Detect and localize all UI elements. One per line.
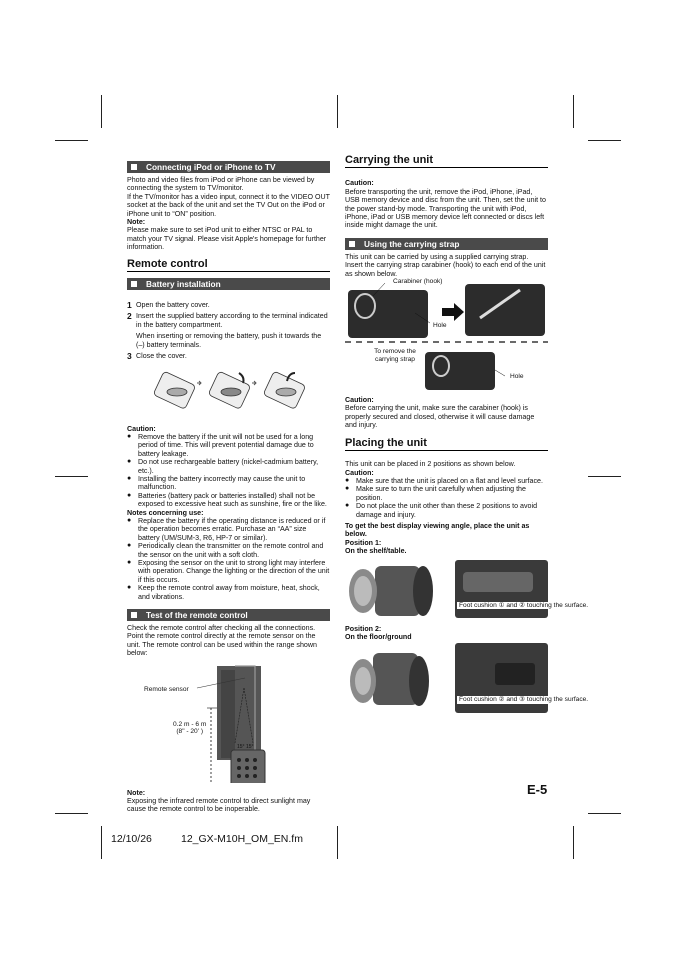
position-1-place: On the shelf/table. <box>345 547 407 556</box>
crop-mark <box>101 826 102 859</box>
position-2-figure <box>345 643 589 713</box>
step-3: 3 Close the cover. <box>127 351 187 362</box>
step-2: 2 Insert the supplied battery according to the terminal indicated in the battery compartment. When inserting or removing the battery, push it towards the (–) battery terminals. <box>127 312 330 349</box>
strap-text: This unit can be carried by using a supplied carrying strap. Insert the carrying strap carabiner (hook) to each end of the unit as shown below. <box>345 252 546 278</box>
position-1-foot-label: Foot cushion ① and ② touching the surface. <box>459 601 589 609</box>
carabiner-label: Carabiner (hook) <box>393 278 443 286</box>
position-2-foot-label: Foot cushion ② and ③ touching the surface. <box>459 696 589 704</box>
caution-label: Caution: <box>345 468 374 477</box>
section-heading-connecting: Connecting iPod or iPhone to TV <box>127 161 330 173</box>
remote-sensor-label: Remote sensor <box>144 685 189 693</box>
hole-label: Hole <box>433 322 447 330</box>
note-item: ● Replace the battery if the operating distance is reduced or if the operation becomes erratic. Purchase an “AA” size battery (UM/SUM-3, R6, HP-7 or similar). <box>127 517 330 542</box>
caution-item: ● Batteries (battery pack or batteries installed) shall not be exposed to excessive heat such as sunshine, fire or the like. <box>127 492 330 509</box>
placing-caution-item: ● Make sure that the unit is placed on a flat and level surface. <box>345 477 548 485</box>
footer-filename: 12_GX-M10H_OM_EN.fm <box>181 833 303 845</box>
notes-label: Notes concerning use: <box>127 508 204 517</box>
caution-item: ● Do not use rechargeable battery (nickel-cadmium battery, etc.). <box>127 458 330 475</box>
remote-range-drawing <box>127 658 330 783</box>
connecting-note: Please make sure to set iPod unit to either NTSC or PAL to match your TV signal. Please visit Apple's homepage for further information. <box>127 226 327 252</box>
note-label: Note: <box>127 218 146 227</box>
remote-range-figure <box>127 658 330 783</box>
note-item: ● Periodically clean the transmitter on the remote control and the sensor on the unit with a soft cloth. <box>127 542 330 559</box>
range-meters: 0.2 m - 6 m <box>173 720 207 728</box>
remote-control-title: Remote control <box>127 260 330 272</box>
placing-intro: This unit can be placed in 2 positions as shown below. <box>345 460 516 469</box>
range-label <box>173 721 206 736</box>
battery-steps-drawing <box>127 365 330 425</box>
range-feet: (8" - 20' ) <box>176 728 204 736</box>
carrying-caution: Before transporting the unit, remove the iPod, iPhone, iPad, USB memory device and disc from the unit. Then, set the unit to the power stand-by mode. Transporting the unit with iPod, iPhone, iPad or USB memory device left connected or discs left inside might damage the unit. <box>345 187 546 230</box>
position-2-place: On the floor/ground <box>345 632 412 641</box>
crop-mark <box>55 476 88 477</box>
section-heading-test: Test of the remote control <box>127 609 330 621</box>
sunlight-note: Exposing the infrared remote control to direct sunlight may cause the remote control to be inoperable. <box>127 797 311 814</box>
battery-illustration <box>127 365 330 425</box>
crop-mark <box>101 95 102 128</box>
crop-mark <box>573 95 574 128</box>
page-number: E-5 <box>527 782 548 797</box>
footer-date: 12/10/26 <box>111 833 152 845</box>
angle-label: 15° 15° <box>237 743 254 750</box>
caution-label: Caution: <box>345 179 374 188</box>
caution-item: ● Installing the battery incorrectly may cause the unit to malfunction. <box>127 475 330 492</box>
step-1: 1 Open the battery cover. <box>127 300 210 311</box>
section-heading-battery: Battery installation <box>127 278 330 290</box>
hole-label-2: Hole <box>510 373 524 381</box>
caution-item: ● Remove the battery if the unit will not be used for a long period of time. This will prevent potential damage due to battery leakage. <box>127 433 330 458</box>
position-1-figure <box>345 556 589 621</box>
crop-mark <box>588 140 621 141</box>
note-item: ● Exposing the sensor on the unit to strong light may interfere with operation. Change the lighting or the direction of the unit if this occurs. <box>127 559 330 584</box>
crop-mark <box>337 826 338 859</box>
note-item: ● Keep the remote control away from moisture, heat, shock, and vibrations. <box>127 584 330 601</box>
right-column <box>345 154 589 713</box>
crop-mark <box>573 826 574 859</box>
remove-strap-label: To remove the carrying strap <box>374 348 416 363</box>
caution-label: Caution: <box>345 396 374 405</box>
crop-mark <box>55 140 88 141</box>
note-label-2: Note: <box>127 788 146 797</box>
step-2-sub: When inserting or removing the battery, push it towards the (–) battery terminals. <box>136 332 322 349</box>
crop-mark <box>337 95 338 128</box>
test-text: Check the remote control after checking all the connections. Point the remote control directly at the remote sensor on the unit. The remote control can be used within the range shown below: <box>127 624 317 658</box>
placing-title: Placing the unit <box>345 439 548 451</box>
crop-mark <box>588 476 621 477</box>
crop-mark <box>55 813 88 814</box>
position-1-drawing <box>345 556 548 621</box>
strap-figure <box>345 278 548 393</box>
carrying-caution-2: Before carrying the unit, make sure the carabiner (hook) is properly secured and closed, otherwise it will cause damage and injury. <box>345 404 535 430</box>
position-2-label: Position 2: <box>345 624 382 633</box>
carrying-title: Carrying the unit <box>345 156 548 168</box>
section-heading-strap: Using the carrying strap <box>345 238 548 250</box>
position-1-label: Position 1: <box>345 538 382 547</box>
crop-mark <box>588 813 621 814</box>
placing-caution-item: ● Do not place the unit other than these 2 positions to avoid damage and injury. <box>345 502 548 519</box>
caution-label: Caution: <box>127 424 156 433</box>
connecting-para2: If the TV/monitor has a video input, connect it to the VIDEO OUT socket at the back of the unit and set the TV Out on the iPod or iPhone unit to “ON” position. <box>127 192 330 218</box>
placing-caution-item: ● Make sure to turn the unit carefully when adjusting the position. <box>345 485 548 502</box>
connecting-para1: Photo and video files from iPod or iPhone can be viewed by connecting the system to TV/monitor. <box>127 176 315 193</box>
best-view-text: To get the best display viewing angle, place the unit as below. <box>345 521 530 539</box>
left-column <box>127 161 330 814</box>
